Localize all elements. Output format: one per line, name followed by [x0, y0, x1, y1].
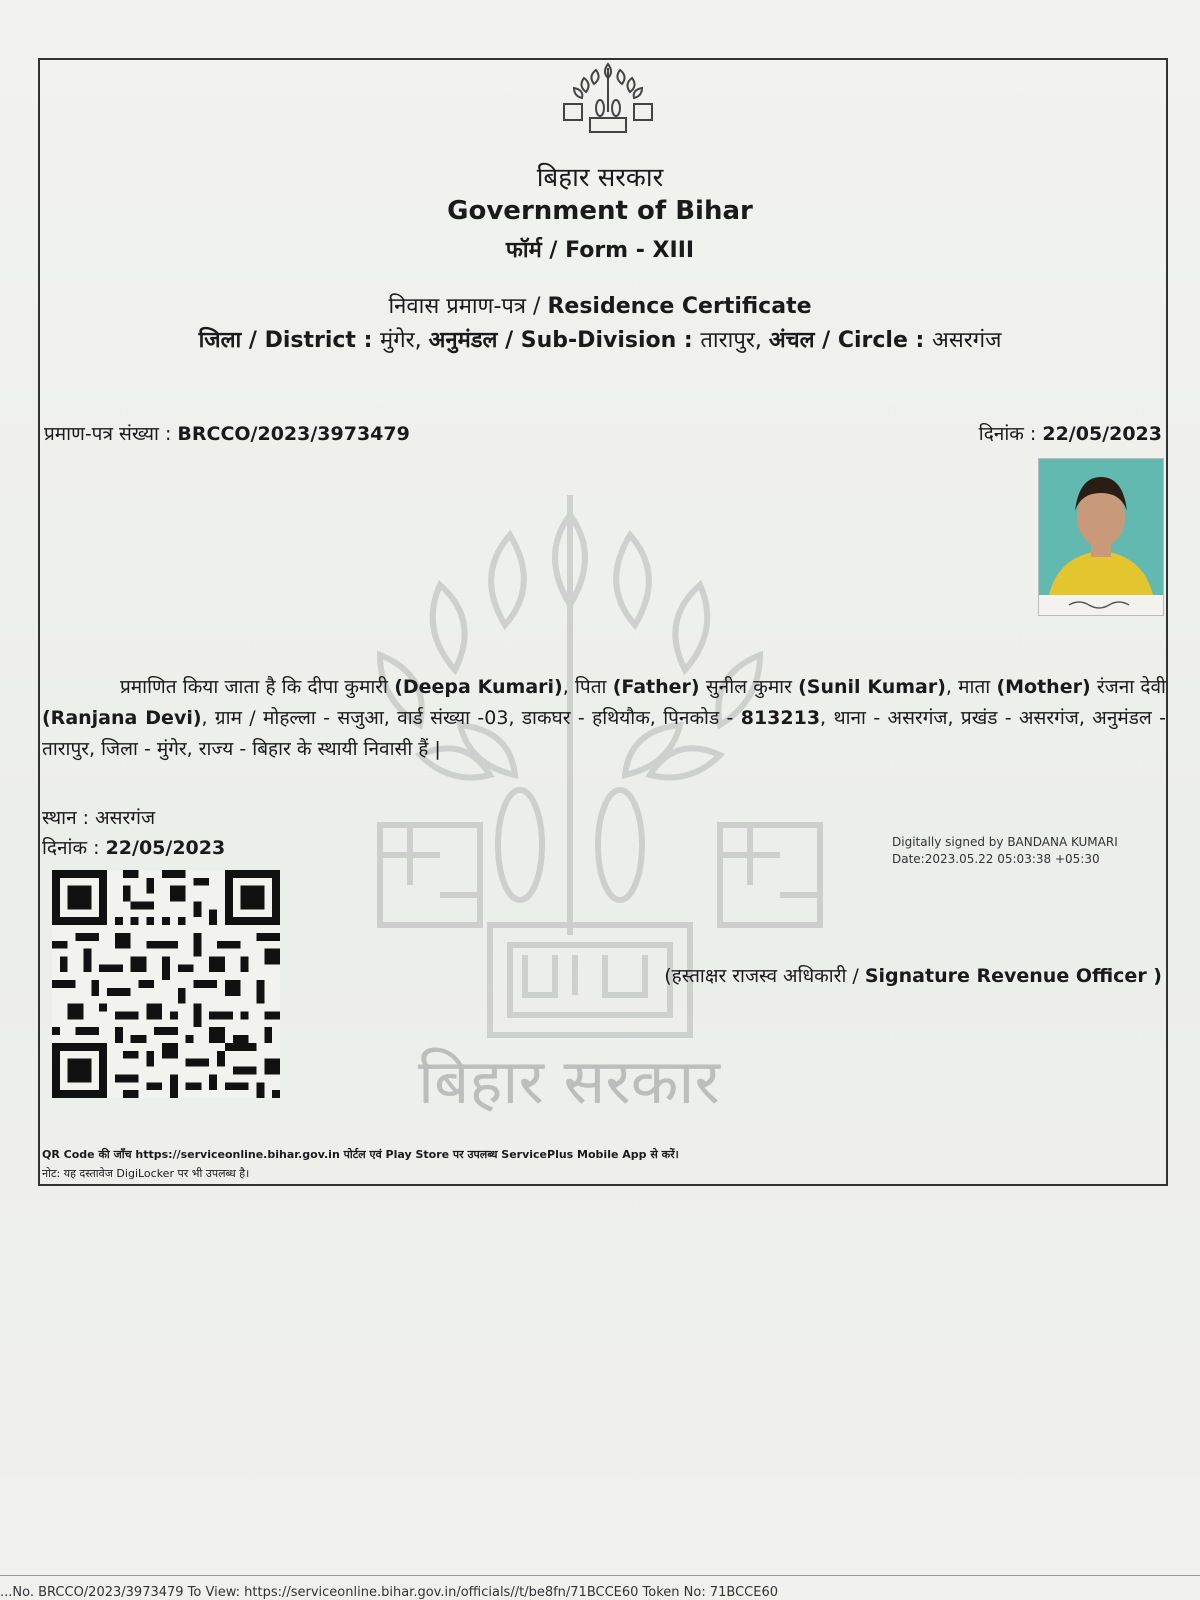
signature-label-english: Signature Revenue Officer )	[864, 965, 1162, 987]
jurisdiction-line	[0, 324, 1200, 354]
issue-date-label: दिनांक :	[42, 837, 106, 859]
portrait-image	[1039, 459, 1163, 615]
digital-signature-signer: Digitally signed by BANDANA KUMARI	[892, 835, 1118, 849]
place	[42, 804, 155, 830]
certificate-title	[0, 290, 1200, 320]
subdivision-value: तारापुर,	[700, 328, 769, 353]
digital-signature-date: Date:2023.05.22 05:03:38 +05:30	[892, 852, 1100, 866]
certificate-number-value: BRCCO/2023/3973479	[177, 423, 410, 445]
place-label: स्थान :	[42, 807, 96, 829]
header-title-hindi: बिहार सरकार	[536, 163, 664, 193]
statement-part: रंजना देवी	[1090, 676, 1166, 698]
pincode: 813213	[740, 707, 821, 729]
father-name-english: (Sunil Kumar)	[798, 676, 946, 698]
form-number: फॉर्म / Form - XIII	[505, 238, 695, 263]
digilocker-note: नोट: यह दस्तावेज DigiLocker पर भी उपलब्ध है।	[42, 1167, 250, 1180]
certificate-number-label: प्रमाण-पत्र संख्या :	[44, 423, 178, 445]
bihar-emblem-icon	[560, 60, 656, 134]
mother-label-english: (Mother)	[996, 676, 1091, 698]
district-value: मुंगेर,	[380, 328, 429, 353]
mother-name-english: (Ranjana Devi)	[42, 707, 202, 729]
certificate-date-label: दिनांक :	[978, 423, 1043, 445]
statement-part: , थाना - असरगंज, प्रखंड - असरगंज, अनुमंडल - तारापुर, जिला - मुंगेर, राज्य - बिहार के स्थायी निवासी हैं |	[42, 707, 1167, 760]
place-value: असरगंज	[95, 807, 156, 829]
certificate-number	[44, 420, 410, 446]
statement-part: प्रमाणित किया जाता है कि दीपा कुमारी	[120, 676, 395, 698]
applicant-name-english: (Deepa Kumari)	[394, 676, 563, 698]
circle-label: अंचल / Circle :	[768, 328, 933, 353]
statement-part: , पिता	[562, 676, 613, 698]
statement-part: , ग्राम / मोहल्ला - सजुआ, वार्ड संख्या -03, डाकघर - हथियौक, पिनकोड -	[201, 707, 741, 729]
qr-verification-note: QR Code की जाँच https://serviceonline.bihar.gov.in पोर्टल एवं Play Store पर उपलब्ध ServicePlus Mobile App से करें।	[42, 1148, 679, 1161]
bottom-divider	[0, 1575, 1200, 1576]
district-label: जिला / District :	[198, 328, 381, 353]
father-label-english: (Father)	[612, 676, 700, 698]
header-title-english: Government of Bihar	[447, 196, 753, 226]
watermark-text: बिहार सरकार	[418, 1045, 720, 1118]
statement-part: सुनील कुमार	[699, 676, 799, 698]
certificate-date-value: 22/05/2023	[1042, 423, 1162, 445]
digital-signature	[892, 834, 1118, 868]
certificate-title-hindi: निवास प्रमाण-पत्र /	[388, 294, 548, 319]
subdivision-label: अनुमंडल / Sub-Division :	[428, 328, 701, 353]
signature-label	[664, 962, 1162, 988]
certificate-title-english: Residence Certificate	[547, 294, 812, 319]
qr-code	[50, 870, 282, 1098]
issue-date	[42, 834, 225, 860]
certificate-date	[979, 420, 1162, 446]
circle-value: असरगंज	[932, 328, 1002, 353]
issue-date-value: 22/05/2023	[105, 837, 226, 859]
certificate-statement	[42, 672, 1166, 765]
applicant-photo	[1038, 458, 1164, 616]
verification-url-line: ...No. BRCCO/2023/3973479 To View: https://serviceonline.bihar.gov.in/officials//t/be8fn/71BCCE60 Token No: 71BCCE60	[0, 1585, 779, 1600]
signature-label-hindi: (हस्ताक्षर राजस्व अधिकारी /	[664, 965, 865, 987]
statement-part: , माता	[945, 676, 997, 698]
